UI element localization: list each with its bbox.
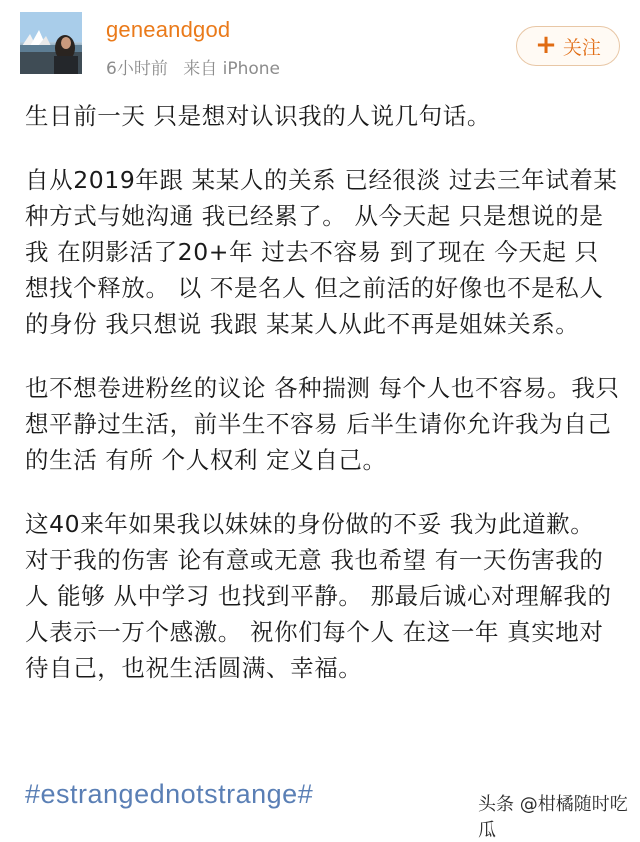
post-header <box>0 0 640 90</box>
username[interactable]: geneandgod <box>106 17 231 42</box>
watermark <box>478 790 640 842</box>
post-time: 6小时前 <box>106 59 168 79</box>
avatar[interactable] <box>20 12 82 74</box>
post-paragraph: 这40来年如果我以妹妹的身份做的不妥 我为此道歉。 对于我的伤害 论有意或无意 我也希望 有一天伤害我的人 能够 从中学习 也找到平静。 那最后诚心对理解我的人表示一万个感激。 祝你们每个人 在这一年 真实地对待自己，也祝生活圆满、幸福。 <box>25 510 612 682</box>
post-paragraph: 也不想卷进粉丝的议论 各种揣测 每个人也不容易。我只想平静过生活，前半生不容易 后半生请你允许我为自己的生活 有所 个人权利 定义自己。 <box>25 374 620 474</box>
post-source: 来自 iPhone <box>183 59 281 79</box>
post-meta <box>106 54 280 79</box>
plus-icon: + <box>535 30 557 60</box>
watermark-text: 头条 @柑橘随时吃瓜 <box>478 794 628 841</box>
post-body <box>25 98 621 714</box>
hashtag-link[interactable]: #estrangednotstrange# <box>25 779 314 809</box>
avatar-photo-icon <box>20 12 82 74</box>
follow-button[interactable] <box>516 26 620 66</box>
post-paragraph: 生日前一天 只是想对认识我的人说几句话。 <box>25 102 491 130</box>
follow-label: 关注 <box>562 36 601 59</box>
post-paragraph: 自从2019年跟 某某人的关系 已经很淡 过去三年试着某种方式与她沟通 我已经累了。 从今天起 只是想说的是 我 在阴影活了20+年 过去不容易 到了现在 今天起 只想找个释放。 以 不是名人 但之前活的好像也不是私人的身份 我只想说 我跟 某某人从此不再是姐妹关系。 <box>25 166 618 338</box>
